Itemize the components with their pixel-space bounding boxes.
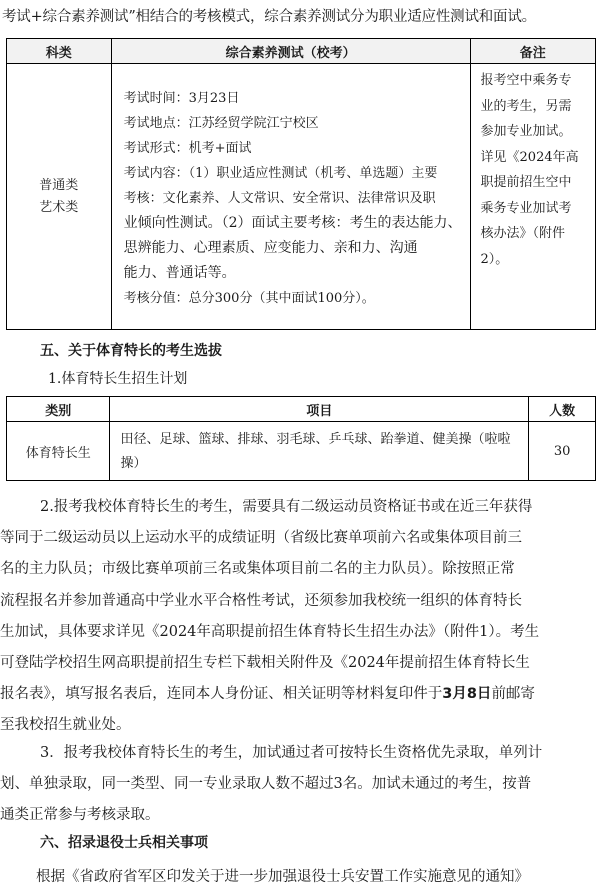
sports-plan-table — [6, 396, 596, 481]
para2-line: 生加试，具体要求详见《2024年高职提前招生体育特长生招生办法》（附件1）。考生 — [0, 623, 540, 640]
exam-time: 考试时间：3月23日 — [123, 91, 240, 106]
category-line: 艺术类 — [39, 199, 79, 215]
header-assessment: 综合素养测试（校考） — [111, 39, 470, 64]
exam-content-line: 业倾向性测试。（2）面试主要考核：考生的表达能力、 — [123, 215, 462, 231]
deadline-date: 3月8日 — [442, 686, 492, 703]
category-cell — [7, 64, 112, 330]
exam-table-header — [7, 39, 596, 64]
sports-table-header — [7, 397, 596, 422]
sports-count: 30 — [529, 422, 596, 481]
section5-title: 五、关于体育特长的考生选拔 — [40, 343, 222, 359]
exam-content-line: 能力、普通话等。 — [123, 265, 236, 281]
exam-format: 考试形式：机考+面试 — [123, 141, 252, 156]
section6-title: 六、招录退役士兵相关事项 — [40, 835, 208, 851]
exam-score: 考核分值：总分300分（其中面试100分）。 — [123, 291, 375, 306]
assessment-cell — [111, 64, 470, 330]
para2-line: 等同于二级运动员以上运动水平的成绩证明（省级比赛单项前六名或集体项目前三 — [0, 530, 522, 547]
note-line: 乘务专业加试考 — [480, 200, 572, 216]
header-items: 项目 — [110, 397, 529, 422]
exam-location: 考试地点：江苏经贸学院江宁校区 — [123, 116, 319, 131]
exam-table — [6, 38, 596, 330]
note-line: 业的考生，另需 — [480, 98, 572, 114]
last-line: 根据《省政府省军区印发关于进一步加强退役士兵安置工作实施意见的通知》 — [36, 869, 529, 885]
para2-text: 报名表》，填写报名表后，连同本人身份证、相关证明等材料复印件于 — [0, 686, 443, 703]
note-line: 参加专业加试。 — [480, 124, 572, 139]
sports-items-line: 田径、足球、篮球、排球、羽毛球、乒乓球、跆拳道、健美操（啦啦 — [120, 432, 511, 447]
exam-content-line: 考试内容：（1）职业适应性测试（机考、单选题）主要 — [123, 166, 438, 181]
para2-line: 名的主力队员；市级比赛单项前三名或集体项目前二名的主力队员）。除按照正常 — [0, 561, 515, 578]
para2-text: 前邮寄 — [491, 686, 535, 703]
note-line: 详见《2024年高 — [480, 149, 579, 165]
sports-category: 体育特长生 — [7, 422, 110, 481]
header-count: 人数 — [529, 397, 596, 422]
para3-line: 通类正常参与考核录取。 — [0, 807, 160, 824]
header-type: 类别 — [7, 397, 110, 422]
para2-line: 至我校招生就业处。 — [0, 717, 131, 734]
exam-content-line: 思辨能力、心理素质、应变能力、亲和力、沟通 — [123, 240, 418, 256]
paragraph-3 — [0, 738, 600, 832]
intro-line: 考试+综合素养测试”相结合的考核模式，综合素养测试分为职业适应性测试和面试。 — [2, 9, 536, 25]
exam-table-row — [7, 64, 596, 330]
para3-line: 划、单独录取，同一类型、同一专业录取人数不超过3名。加试未通过的考生，按普 — [0, 776, 532, 793]
note-line: 2）。 — [480, 251, 509, 267]
note-line: 核办法》（附件 — [480, 226, 566, 241]
header-category: 科类 — [7, 39, 112, 64]
para2-line: 流程报名并参加普通高中学业水平合格性考试，还须参加我校统一组织的体育特长 — [0, 592, 522, 609]
para3-line: 3．报考我校体育特长生的考生，加试通过者可按特长生资格优先录取，单列计 — [40, 745, 543, 761]
para2-line: 2.报考我校体育特长生的考生，需要具有二级运动员资格证书或在近三年获得 — [40, 499, 533, 515]
para2-line: 可登陆学校招生网高职提前招生专栏下载相关附件及《2024年提前招生体育特长生 — [0, 655, 530, 672]
sports-table-row — [7, 422, 596, 481]
paragraph-2 — [0, 492, 600, 742]
note-cell — [470, 64, 595, 330]
note-line: 报考空中乘务专 — [480, 73, 572, 88]
category-line: 普通类 — [39, 177, 79, 193]
section5-subtitle: 1.体育特长生招生计划 — [48, 371, 188, 387]
para2-line-deadline — [0, 679, 600, 710]
sports-items — [110, 422, 529, 481]
note-line: 职提前招生空中 — [480, 175, 572, 190]
sports-items-line: 操） — [120, 456, 147, 471]
header-note: 备注 — [470, 39, 595, 64]
exam-content-line: 考核：文化素养、人文常识、安全常识、法律常识及职 — [123, 191, 436, 206]
